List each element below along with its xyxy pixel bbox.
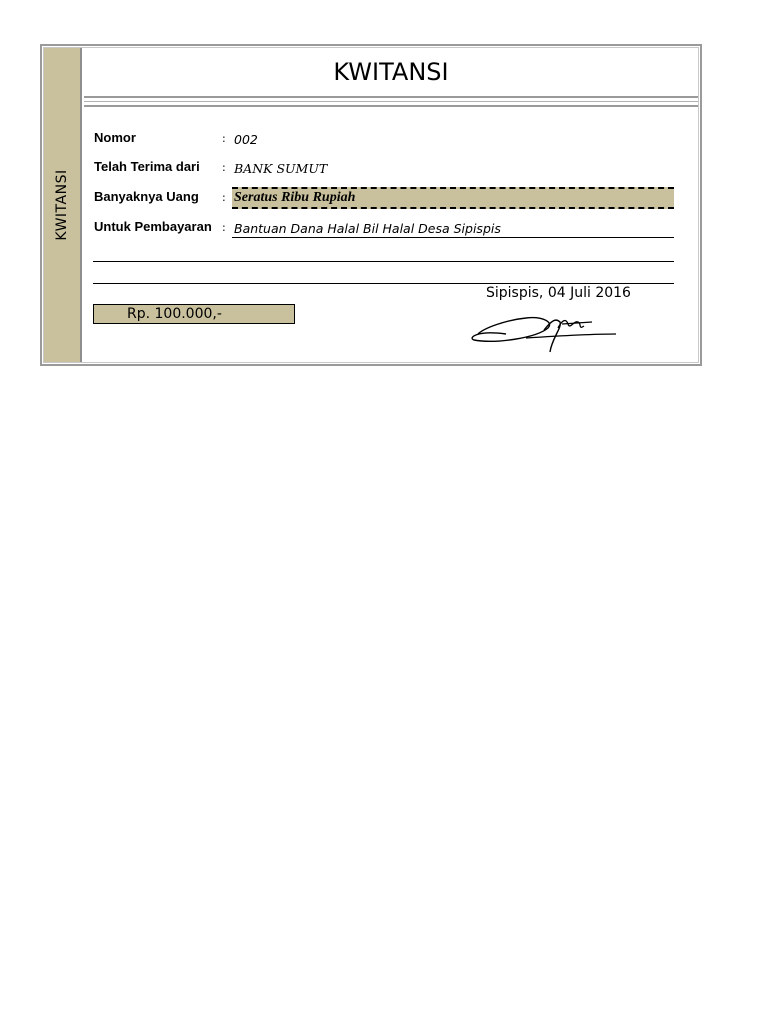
amount-box <box>93 304 295 324</box>
receipt-side-band <box>44 48 82 362</box>
field-label-uang: Banyaknya Uang <box>94 189 199 204</box>
blank-line-2 <box>93 283 674 284</box>
field-row-uang <box>94 189 674 211</box>
field-row-terima <box>94 159 674 181</box>
receipt <box>40 44 702 366</box>
field-row-nomor <box>94 130 674 152</box>
title-box <box>84 48 698 98</box>
blank-line-1 <box>93 261 674 262</box>
field-label-nomor: Nomor <box>94 130 136 145</box>
field-colon: : <box>222 221 226 234</box>
payment-underline <box>232 237 674 238</box>
field-value-bayar: Bantuan Dana Halal Bil Halal Desa Sipispis <box>234 221 501 236</box>
field-value-terima: BANK SUMUT <box>234 161 328 176</box>
field-label-terima: Telah Terima dari <box>94 159 200 174</box>
side-label: KWITANSI <box>54 169 70 241</box>
amount-in-words-box <box>232 187 674 209</box>
field-value-nomor: 002 <box>234 132 258 147</box>
title-divider <box>84 101 698 107</box>
field-colon: : <box>222 161 226 174</box>
field-label-bayar: Untuk Pembayaran <box>94 219 212 234</box>
signature-image <box>466 308 622 358</box>
place-date: Sipispis, 04 Juli 2016 <box>486 285 631 301</box>
amount-value: Rp. 100.000,- <box>127 306 222 322</box>
field-colon: : <box>222 132 226 145</box>
receipt-title: KWITANSI <box>333 58 449 86</box>
field-colon: : <box>222 191 226 204</box>
field-value-uang: Seratus Ribu Rupiah <box>234 190 356 205</box>
